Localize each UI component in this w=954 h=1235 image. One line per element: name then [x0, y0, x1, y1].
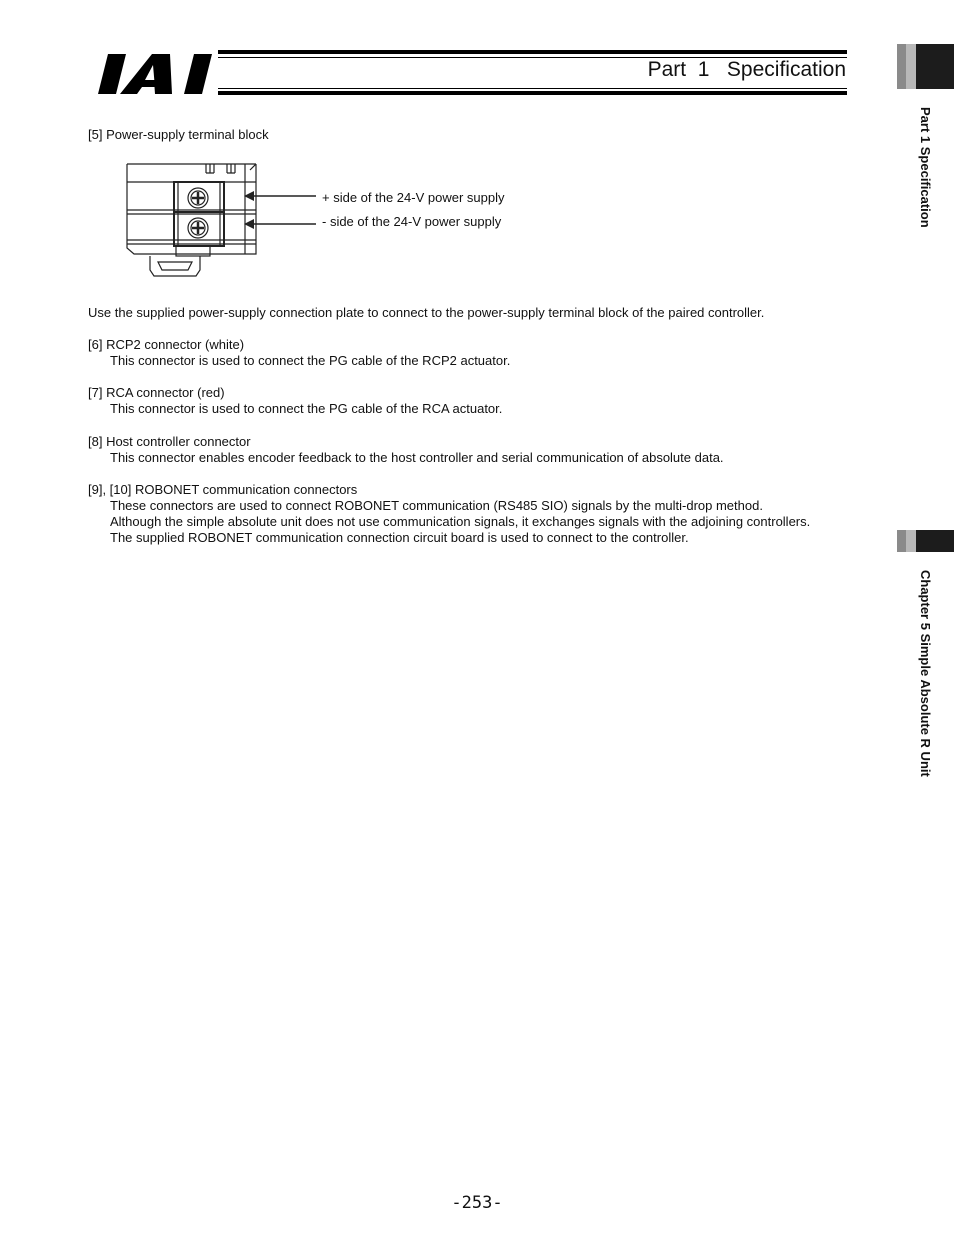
header-title: Part 1 Specification: [647, 58, 846, 81]
side-tab-chapter: [897, 530, 954, 552]
page-number: -253-: [451, 1193, 503, 1213]
header-rule-bottom-thick: [218, 91, 847, 95]
section-9-line: The supplied ROBONET communication connection circuit board is used to connect to the controller.: [110, 530, 689, 545]
section-5-note: Use the supplied power-supply connection plate to connect to the power-supply terminal block of the paired controller.: [88, 305, 765, 320]
header-rule-bottom-thin: [218, 88, 847, 89]
side-label-part: Part 1 Specification: [918, 107, 933, 228]
label-plus-side: + side of the 24-V power supply: [322, 190, 505, 205]
section-7-heading: [7] RCA connector (red): [88, 385, 225, 400]
header-rule-top-thick: [218, 50, 847, 54]
side-tab-part: [897, 44, 954, 89]
power-terminal-diagram: [120, 158, 320, 287]
section-9-line: These connectors are used to connect ROBONET communication (RS485 SIO) signals by the multi-drop method.: [110, 498, 763, 513]
section-7-body: This connector is used to connect the PG cable of the RCA actuator.: [110, 401, 503, 416]
label-minus-side: - side of the 24-V power supply: [322, 214, 502, 229]
iai-logo: [96, 52, 214, 101]
section-6-body: This connector is used to connect the PG cable of the RCP2 actuator.: [110, 353, 511, 368]
section-9-line: Although the simple absolute unit does not use communication signals, it exchanges signals with the adjoining controllers.: [110, 514, 811, 529]
section-6-heading: [6] RCP2 connector (white): [88, 337, 245, 352]
section-8-body: This connector enables encoder feedback to the host controller and serial communication of absolute data.: [110, 450, 724, 465]
section-5-heading: [5] Power-supply terminal block: [88, 127, 269, 142]
section-8-heading: [8] Host controller connector: [88, 434, 251, 449]
section-9-heading: [9], [10] ROBONET communication connectors: [88, 482, 358, 497]
side-label-chapter: Chapter 5 Simple Absolute R Unit: [918, 570, 933, 777]
